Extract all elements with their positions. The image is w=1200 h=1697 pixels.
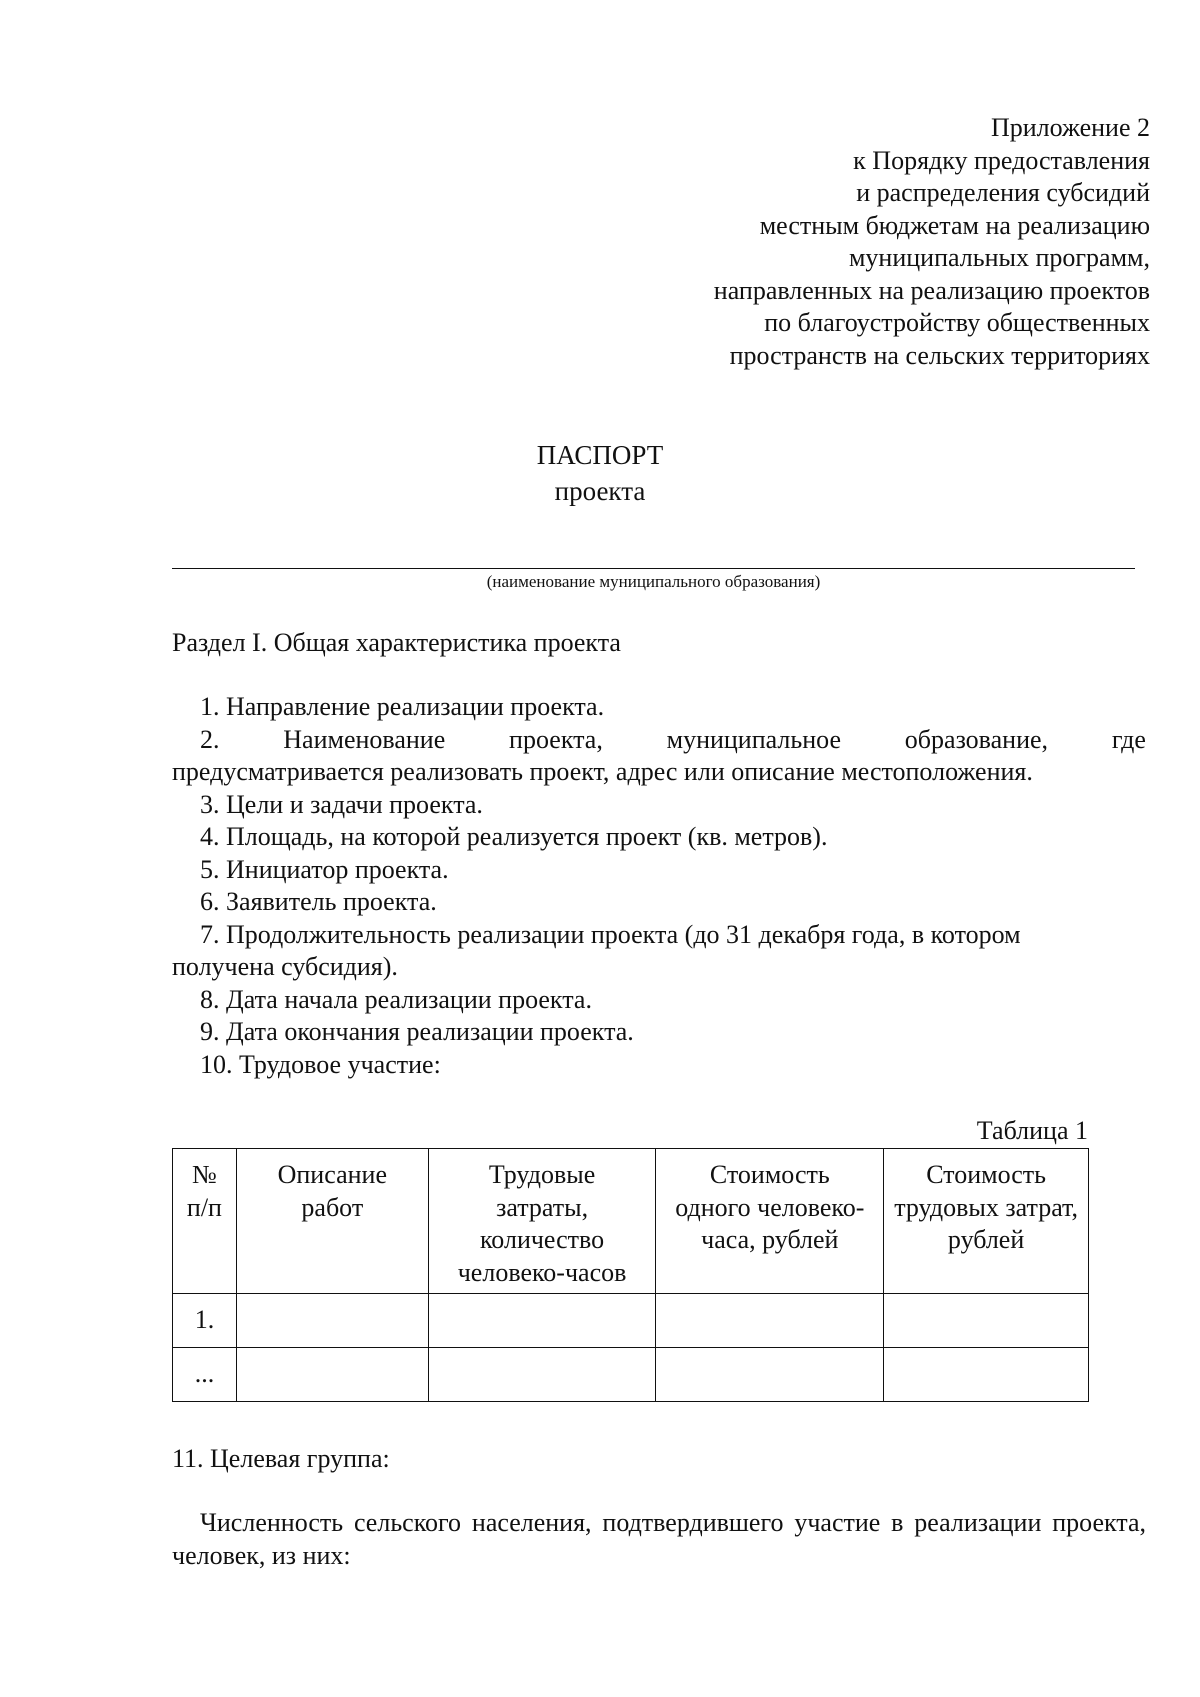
annex-line: Приложение 2	[990, 113, 1150, 142]
table-cell	[428, 1294, 656, 1348]
item-11-title: 11. Целевая группа:	[172, 1444, 390, 1473]
labor-table	[172, 1148, 1089, 1402]
header-labor-hours	[428, 1149, 656, 1294]
table-cell: 1.	[173, 1294, 237, 1348]
item-9: 9. Дата окончания реализации проекта.	[200, 1017, 634, 1046]
table-cell	[884, 1294, 1089, 1348]
table-row	[173, 1348, 1089, 1402]
item-7-line-2: получена субсидия).	[172, 952, 398, 981]
section-title: Раздел I. Общая характеристика проекта	[172, 628, 621, 657]
header-line: трудовых затрат,	[894, 1192, 1078, 1222]
header-line: №	[192, 1160, 217, 1189]
annex-header	[510, 112, 1150, 372]
table-cell	[656, 1294, 884, 1348]
item-2-word: образование,	[904, 724, 1049, 754]
header-line: одного человеко-	[675, 1192, 865, 1222]
table-cell	[236, 1348, 428, 1402]
item-2-word: 2.	[200, 724, 220, 754]
item-2-word: муниципальное	[666, 724, 842, 754]
population-paragraph	[172, 1507, 1146, 1572]
item-10: 10. Трудовое участие:	[200, 1049, 441, 1079]
item-6: 6. Заявитель проекта.	[200, 887, 437, 916]
annex-line: пространств на сельских территориях	[729, 340, 1150, 370]
annex-line: местным бюджетам на реализацию	[759, 210, 1150, 240]
item-8: 8. Дата начала реализации проекта.	[200, 984, 592, 1014]
table-header-row	[173, 1149, 1089, 1294]
table-caption: Таблица 1	[976, 1116, 1088, 1145]
header-line: затраты,	[496, 1192, 589, 1222]
header-line: Описание	[277, 1160, 387, 1189]
header-line: часа, рублей	[701, 1225, 839, 1254]
table-cell	[656, 1348, 884, 1402]
annex-line: и распределения субсидий	[856, 178, 1150, 207]
annex-line: к Порядку предоставления	[853, 145, 1150, 175]
item-2-rest: предусматривается реализовать проект, адрес или описание местоположения.	[172, 757, 1033, 786]
header-line: Стоимость	[709, 1160, 830, 1189]
table-cell: ...	[173, 1348, 237, 1402]
header-line: п/п	[186, 1192, 222, 1222]
header-line: Трудовые	[488, 1160, 596, 1189]
title-main: ПАСПОРТ	[536, 440, 664, 470]
table-cell	[884, 1348, 1089, 1402]
annex-line: по благоустройству общественных	[764, 308, 1150, 337]
title-sub: проекта	[554, 476, 646, 506]
table-cell	[236, 1294, 428, 1348]
item-2-first-line	[172, 724, 1146, 757]
annex-line: направленных на реализацию проектов	[713, 275, 1150, 305]
municipality-fill-line	[172, 568, 1135, 569]
header-line: количество	[480, 1225, 605, 1254]
item-4: 4. Площадь, на которой реализуется проект (кв. метров).	[200, 822, 828, 851]
table-cell	[428, 1348, 656, 1402]
item-2-word: где	[1111, 724, 1146, 754]
section-items	[172, 691, 1146, 1081]
header-line: рублей	[947, 1225, 1025, 1254]
header-hour-cost	[656, 1149, 884, 1294]
item-3: 3. Цели и задачи проекта.	[200, 789, 483, 819]
population-text: Численность сельского населения, подтвердившего участие в реализации проекта, человек, из них:	[172, 1508, 1146, 1570]
header-total-cost	[884, 1149, 1089, 1294]
header-line: Стоимость	[926, 1160, 1046, 1189]
item-5: 5. Инициатор проекта.	[200, 854, 449, 884]
header-number	[173, 1149, 237, 1294]
document-title	[0, 437, 1200, 509]
item-7-line-1: 7. Продолжительность реализации проекта (до 31 декабря года, в котором	[200, 919, 1021, 949]
item-1: 1. Направление реализации проекта.	[200, 692, 605, 721]
header-work-description	[236, 1149, 428, 1294]
header-line: человеко-часов	[457, 1257, 627, 1287]
annex-line: муниципальных программ,	[848, 243, 1150, 272]
item-2-word: Наименование	[283, 724, 446, 754]
item-2-word: проекта,	[509, 724, 603, 754]
table-row	[173, 1294, 1089, 1348]
header-line: работ	[301, 1192, 364, 1222]
municipality-caption: (наименование муниципального образования)	[486, 572, 821, 591]
